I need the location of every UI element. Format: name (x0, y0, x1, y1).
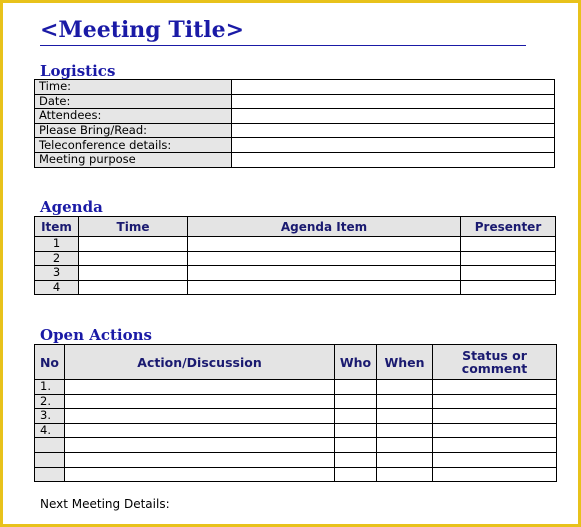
agenda-item-cell[interactable] (188, 251, 461, 266)
when-cell[interactable] (377, 438, 433, 453)
table-row (35, 423, 557, 438)
who-cell[interactable] (335, 467, 377, 482)
when-cell[interactable] (377, 394, 433, 409)
table-row (35, 109, 555, 124)
agenda-time-cell[interactable] (79, 237, 188, 252)
table-row (35, 94, 555, 109)
logistics-value-cell[interactable] (232, 152, 555, 167)
agenda-time-cell[interactable] (79, 251, 188, 266)
table-row (35, 251, 556, 266)
who-cell[interactable] (335, 409, 377, 424)
when-cell[interactable] (377, 423, 433, 438)
action-number (35, 438, 65, 453)
table-row (35, 380, 557, 395)
agenda-item-cell[interactable] (188, 237, 461, 252)
who-cell[interactable] (335, 452, 377, 467)
action-cell[interactable] (65, 409, 335, 424)
agenda-item-number: 1 (35, 237, 79, 252)
action-cell[interactable] (65, 467, 335, 482)
logistics-label: Attendees: (35, 109, 232, 124)
who-cell[interactable] (335, 394, 377, 409)
when-cell[interactable] (377, 409, 433, 424)
actions-col-action: Action/Discussion (65, 345, 335, 380)
actions-col-who: Who (335, 345, 377, 380)
logistics-value-cell[interactable] (232, 109, 555, 124)
table-row (35, 452, 557, 467)
status-cell[interactable] (433, 452, 557, 467)
agenda-time-cell[interactable] (79, 280, 188, 295)
title-underline (40, 45, 526, 46)
agenda-col-agenda-item: Agenda Item (188, 217, 461, 237)
table-row (35, 266, 556, 281)
table-row (35, 80, 555, 95)
agenda-presenter-cell[interactable] (461, 280, 556, 295)
status-cell[interactable] (433, 438, 557, 453)
action-cell[interactable] (65, 380, 335, 395)
action-number: 2. (35, 394, 65, 409)
table-row (35, 152, 555, 167)
actions-col-when: When (377, 345, 433, 380)
logistics-heading: Logistics (40, 62, 116, 80)
agenda-col-item: Item (35, 217, 79, 237)
when-cell[interactable] (377, 452, 433, 467)
action-number: 3. (35, 409, 65, 424)
agenda-item-cell[interactable] (188, 280, 461, 295)
logistics-label: Date: (35, 94, 232, 109)
agenda-presenter-cell[interactable] (461, 266, 556, 281)
agenda-time-cell[interactable] (79, 266, 188, 281)
agenda-heading: Agenda (40, 198, 103, 216)
table-row (35, 467, 557, 482)
logistics-label: Meeting purpose (35, 152, 232, 167)
document-page (3, 3, 578, 524)
agenda-presenter-cell[interactable] (461, 251, 556, 266)
table-row (35, 280, 556, 295)
logistics-value-cell[interactable] (232, 94, 555, 109)
logistics-label: Time: (35, 80, 232, 95)
status-cell[interactable] (433, 394, 557, 409)
table-row (35, 237, 556, 252)
page-title[interactable]: <Meeting Title> (40, 17, 245, 43)
agenda-presenter-cell[interactable] (461, 237, 556, 252)
logistics-value-cell[interactable] (232, 123, 555, 138)
status-cell[interactable] (433, 380, 557, 395)
agenda-col-presenter: Presenter (461, 217, 556, 237)
table-row (35, 138, 555, 153)
action-number (35, 467, 65, 482)
logistics-value-cell[interactable] (232, 80, 555, 95)
agenda-item-cell[interactable] (188, 266, 461, 281)
who-cell[interactable] (335, 380, 377, 395)
agenda-item-number: 3 (35, 266, 79, 281)
table-row (35, 394, 557, 409)
logistics-label: Please Bring/Read: (35, 123, 232, 138)
logistics-value-cell[interactable] (232, 138, 555, 153)
open-actions-table (34, 344, 557, 482)
table-row (35, 438, 557, 453)
actions-header-row (35, 345, 557, 380)
agenda-header-row (35, 217, 556, 237)
when-cell[interactable] (377, 380, 433, 395)
when-cell[interactable] (377, 467, 433, 482)
agenda-col-time: Time (79, 217, 188, 237)
actions-col-status: Status or comment (433, 345, 557, 380)
open-actions-heading: Open Actions (40, 326, 152, 344)
action-cell[interactable] (65, 452, 335, 467)
actions-col-no: No (35, 345, 65, 380)
action-number (35, 452, 65, 467)
action-number: 1. (35, 380, 65, 395)
agenda-item-number: 2 (35, 251, 79, 266)
agenda-item-number: 4 (35, 280, 79, 295)
next-meeting-details: Next Meeting Details: (40, 497, 170, 511)
action-number: 4. (35, 423, 65, 438)
action-cell[interactable] (65, 423, 335, 438)
who-cell[interactable] (335, 438, 377, 453)
status-cell[interactable] (433, 467, 557, 482)
action-cell[interactable] (65, 438, 335, 453)
table-row (35, 409, 557, 424)
agenda-table (34, 216, 556, 295)
who-cell[interactable] (335, 423, 377, 438)
status-cell[interactable] (433, 409, 557, 424)
logistics-label: Teleconference details: (35, 138, 232, 153)
status-cell[interactable] (433, 423, 557, 438)
action-cell[interactable] (65, 394, 335, 409)
table-row (35, 123, 555, 138)
logistics-table (34, 79, 555, 168)
